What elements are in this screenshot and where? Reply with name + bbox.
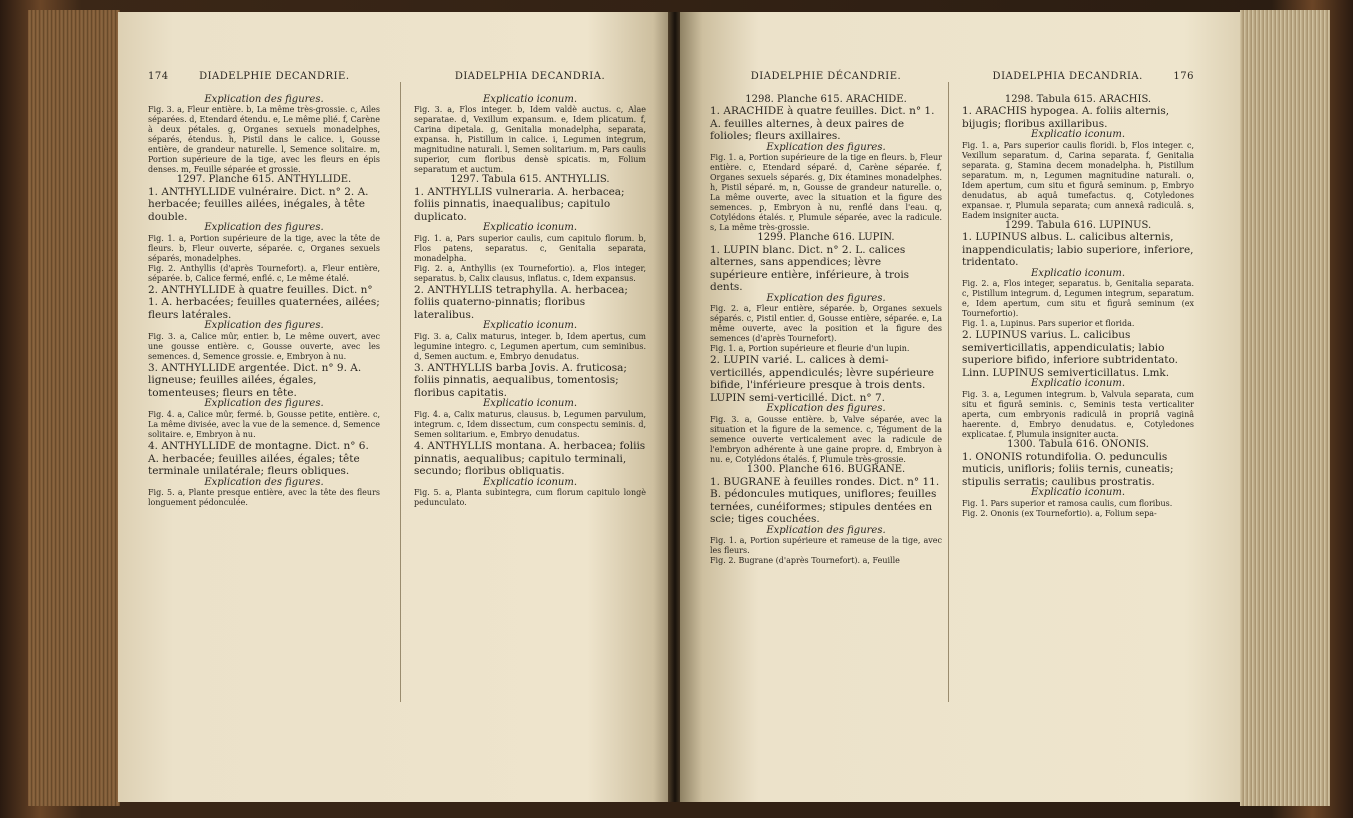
figure-caption: Fig. 4. a, Calix maturus, clausus. b, Legumen parvulum, integrum. c, Idem dissectum, cum conspectu seminis. d, Semen solitarium. e, Embryo denudatus. (414, 410, 646, 440)
species-entry: 1. ARACHIDE à quatre feuilles. Dict. n° 1. A. feuilles alternes, à deux paires de folioles; fleurs axillaires. (710, 105, 935, 143)
page-number: 174 (148, 71, 169, 82)
explication-heading: Explicatio iconum. (482, 476, 578, 488)
species-entry: 1. LUPINUS albus. L. calicibus alternis, inappendiculatis; labio superiore, inferiore, tridentato. (962, 231, 1194, 269)
page-edges-right (1240, 10, 1330, 806)
plate-heading: 1299. Tabula 616. LUPINUS. (1004, 219, 1152, 231)
figure-caption: Fig. 3. a, Calix maturus, integer. b, Idem apertus, cum legumine integro. c, Legumen apertum, cum seminibus. d, Semen auctum. e, Embryo denudatus. (414, 331, 646, 361)
running-head (710, 72, 942, 83)
figure-caption: Fig. 1. a, Portion supérieure de la tige en fleurs. b, Fleur entière. c, Etendard séparé. d, Carène séparée. f, Organes sexuels séparés. g, Dix étamines monadelphes. h, Pistil séparé. m, n, Gousse de grandeur naturelle. o, La même ouverte, avec la situation et la figure des semences. p, Embryon à nu, renflé dans l'eau. q, Cotylédons étalés. r, Plumule séparée, avec la radicule. s, La même très-grossie. (710, 153, 942, 233)
figure-caption: Fig. 1. a, Pars superior caulis, cum capitulo florum. b, Flos patens, separatus. c, Genitalia separata, monadelpha. (414, 233, 646, 263)
figure-caption: Fig. 2. Bugrane (d'après Tournefort). a, Feuille (710, 556, 900, 566)
explication-heading: Explication des figures. (204, 222, 324, 234)
running-head-title: DIADELPHIE DÉCANDRIE. (750, 71, 902, 82)
running-head (148, 72, 380, 83)
figure-caption: Fig. 1. a, Portion supérieure et fleurie d'un lupin. (710, 344, 910, 354)
explication-heading: Explicatio iconum. (1030, 267, 1126, 279)
species-entry: 3. ANTHYLLIDE argentée. Dict. n° 9. A. ligneuse; feuilles ailées, égales, tomenteuses; fleurs en tête. (148, 361, 362, 399)
plate-heading: 1300. Planche 616. BUGRANE. (746, 464, 906, 476)
figure-caption: Fig. 3. a, Fleur entière. b, La même très-grossie. c, Ailes séparées. d, Etendard étendu. e, Le même plié. f, Carène à deux pétales. g, Organes sexuels monadelphes, séparés, étendus. h, Pistil dans le calice. i, Gousse entière, de grandeur naturelle. l, Semence solitaire. m, Portion supérieure de la tige, avec les fleurs en épis denses. m, Feuille séparée et grossie. (148, 105, 380, 175)
explication-heading: Explicatio iconum. (482, 222, 578, 234)
figure-caption: Fig. 5. a, Planta subintegra, cum florum capitulo longè pedunculato. (414, 488, 646, 508)
figure-caption: Fig. 3. a, Flos integer. b, Idem valdè auctus. c, Alae separatae. d, Vexillum expansum. e, Idem plicatum. f, Carina dipetala. g, Genitalia monadelpha, separata, expansa. h, Pistillum in calice. i, Legumen integrum, magnitudine naturali. l, Semen solitarium. m, Pars caulis superior, cum floribus densè spicatis. m, Folium separatum et auctum. (414, 105, 646, 175)
figure-caption: Fig. 3. a, Gousse entière. b, Valve séparée, avec la situation et la figure de la semence. c, Tégument de la semence ouverte verticalement avec la radicule de l'embryon adhérente à une gaine propre. d, Embryon à nu. e, Cotylédons étalés. f, Plumule très-grossie. (710, 415, 942, 465)
left-page (118, 12, 670, 802)
figure-caption: Fig. 2. a, Flos integer, separatus. b, Genitalia separata. c, Pistillum integrum. d, Legumen integrum, separatum. e, Idem apertum, cum situ et figurâ seminum (ex Tournefortio). (962, 279, 1194, 319)
explication-heading: Explicatio iconum. (482, 398, 578, 410)
running-head-title: DIADELPHIA DECANDRIA. (992, 71, 1143, 82)
explication-heading: Explication des figures. (766, 141, 886, 153)
column-rule (948, 82, 949, 702)
figure-caption: Fig. 1. a, Portion supérieure et rameuse de la tige, avec les fleurs. (710, 536, 942, 556)
plate-heading: 1297. Tabula 615. ANTHYLLIS. (450, 174, 610, 186)
running-head-title: DIADELPHIA DECANDRIA. (454, 71, 606, 82)
figure-caption: Fig. 1. a, Portion supérieure de la tige, avec la tête de fleurs. b, Fleur ouverte, séparée. c, Organes sexuels séparés, monadelphes. (148, 233, 380, 263)
explication-heading: Explication des figures. (766, 292, 886, 304)
species-entry: 1. ANTHYLLIDE vulnéraire. Dict. n° 2. A. herbacée; feuilles ailées, inégales, à tête double. (148, 185, 369, 223)
page-number: 176 (1173, 71, 1194, 82)
explication-heading: Explication des figures. (204, 93, 324, 105)
species-entry: 2. LUPIN varié. L. calices à demi-verticillés, appendiculés; lèvre supérieure bifide, l'inférieure presque à trois dents. LUPIN semi-verticillé. Dict. n° 7. (710, 354, 934, 404)
species-entry: 3. ANTHYLLIS barba Jovis. A. fruticosa; foliis pinnatis, aequalibus, tomentosis; floribus capitatis. (414, 361, 627, 399)
species-entry: 4. ANTHYLLIS montana. A. herbacea; foliis pinnatis, aequalibus; capitulo terminali, secundo; floribus obliquatis. (414, 440, 646, 478)
explication-heading: Explicatio iconum. (1030, 378, 1126, 390)
species-entry: 2. LUPINUS varius. L. calicibus semiverticillatis, appendiculatis; labio superiore bifido, inferiore subtridentato. Linn. LUPINUS semiverticillatus. Lmk. (962, 329, 1178, 379)
species-entry: 2. ANTHYLLIDE à quatre feuilles. Dict. n° 1. A. herbacées; feuilles quaternées, ailées; fleurs latérales. (148, 283, 380, 321)
species-entry: 1. ANTHYLLIS vulneraria. A. herbacea; foliis pinnatis, inaequalibus; capitulo duplicato. (414, 185, 625, 223)
figure-caption: Fig. 1. a, Lupinus. Pars superior et florida. (962, 319, 1135, 329)
figure-caption: Fig. 1. Pars superior et ramosa caulis, cum floribus. (962, 498, 1173, 508)
explication-heading: Explicatio iconum. (1030, 487, 1126, 499)
species-entry: 4. ANTHYLLIDE de montagne. Dict. n° 6. A. herbacée; feuilles ailées, égales; tête terminale unilatérale; fleurs obliques. (148, 440, 369, 478)
plate-heading: 1297. Planche 615. ANTHYLLIDE. (176, 174, 352, 186)
left-page-french-column (148, 72, 380, 508)
running-head-title: DIADELPHIE DECANDRIE. (199, 71, 350, 82)
explication-heading: Explication des figures. (766, 524, 886, 536)
explication-heading: Explication des figures. (204, 320, 324, 332)
figure-caption: Fig. 4. a, Calice mûr, fermé. b, Gousse petite, entière. c, La même divisée, avec la vue de la semence. d, Semence solitaire. e, Embryon à nu. (148, 410, 380, 440)
species-entry: 1. ONONIS rotundifolia. O. pedunculis muticis, unifloris; foliis ternis, cuneatis; stipulis serratis; caulibus prostratis. (962, 450, 1174, 488)
right-page-latin-column (962, 72, 1194, 519)
figure-caption: Fig. 1. a, Pars superior caulis floridi. b, Flos integer. c, Vexillum separatum. d, Carina separata. f, Genitalia separata. g, Stamina decem monadelpha. h, Pistillum separatum. m, n, Legumen magnitudine naturali. o, Idem apertum, cum situ et figurâ seminum. p, Embryo denudatus, ab aquâ tumefactus. q, Cotyledones expansae. r, Plumula separata; cum annexâ radiculâ. s, Eadem insigniter aucta. (962, 140, 1194, 220)
explication-heading: Explication des figures. (204, 476, 324, 488)
figure-caption: Fig. 2. a, Anthyllis (ex Tournefortio). a, Flos integer, separatus. b, Calix clausus, inflatus. c, Idem expansus. (414, 263, 646, 283)
running-head (962, 72, 1194, 83)
left-page-latin-column (414, 72, 646, 508)
page-edges-left (28, 10, 120, 806)
column-rule (400, 82, 401, 702)
species-entry: 1. LUPIN blanc. Dict. n° 2. L. calices alternes, sans appendices; lèvre supérieure entière, inférieure, à trois dents. (710, 243, 910, 294)
explication-heading: Explicatio iconum. (482, 93, 578, 105)
species-entry: 2. ANTHYLLIS tetraphylla. A. herbacea; foliis quaterno-pinnatis; floribus lateralibus. (414, 283, 628, 321)
explication-heading: Explication des figures. (766, 403, 886, 415)
plate-heading: 1299. Planche 616. LUPIN. (757, 232, 895, 244)
explication-heading: Explicatio iconum. (1030, 129, 1126, 141)
explication-heading: Explication des figures. (204, 398, 324, 410)
figure-caption: Fig. 2. Ononis (ex Tournefortio). a, Folium sepa- (962, 508, 1157, 518)
running-head (414, 72, 646, 83)
figure-caption: Fig. 3. a, Legumen integrum. b, Valvula separata, cum situ et figurâ seminis. c, Seminis testa verticaliter aperta, cum embryonis radiculâ in propriâ vaginâ haerente. d, Embryo denudatus. e, Cotyledones explicatae. f, Plumula insigniter aucta. (962, 390, 1194, 440)
plate-heading: 1300. Tabula 616. ONONIS. (1007, 439, 1149, 451)
figure-caption: Fig. 5. a, Plante presque entière, avec la tête des fleurs longuement pédonculée. (148, 488, 380, 508)
figure-caption: Fig. 2. a, Fleur entière, séparée. b, Organes sexuels séparés. c, Pistil entier. d, Gousse entière, séparée. e, La même ouverte, avec la position et la figure des semences (d'après Tournefort). (710, 304, 942, 344)
explication-heading: Explicatio iconum. (482, 320, 578, 332)
figure-caption: Fig. 3. a, Calice mûr, entier. b, Le même ouvert, avec une gousse entière. c, Gousse ouverte, avec les semences. d, Semence grossie. e, Embryon à nu. (148, 331, 380, 361)
plate-heading: 1298. Tabula 615. ARACHIS. (1004, 93, 1152, 105)
figure-caption: Fig. 2. Anthyllis (d'après Tournefort). a, Fleur entière, séparée. b, Calice fermé, enflé. c, Le même étalé. (148, 263, 380, 283)
plate-heading: 1298. Planche 615. ARACHIDE. (745, 93, 907, 105)
species-entry: 1. BUGRANE à feuilles rondes. Dict. n° 11. B. pédoncules mutiques, uniflores; feuilles ternées, cunéiformes; stipules dentées en scie; tiges couchées. (710, 475, 940, 526)
species-entry: 1. ARACHIS hypogea. A. foliis alternis, bijugis; floribus axillaribus. (962, 105, 1170, 130)
right-page (680, 12, 1240, 802)
right-page-french-column (710, 72, 942, 566)
